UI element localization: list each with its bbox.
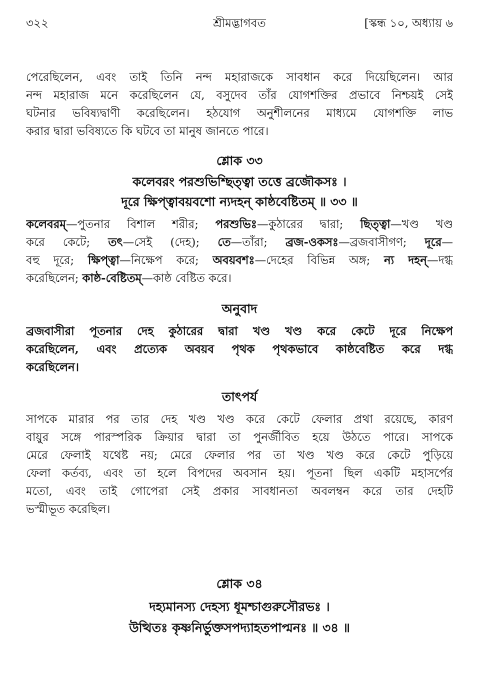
synonym-meaning: —তাঁরা; [230,235,286,249]
synonym-term: ন্য দহন্ [383,253,427,267]
intro-line: করার দ্বারা ভবিষ্যতে কি ঘটবে তা মানুষ জানতে পারে। [26,124,269,138]
synonym-meaning: —পুতনার বিশাল শরীর; [65,217,216,231]
synonym-meaning: করেছিলেন; [26,271,83,285]
purport-paragraph [26,410,453,518]
purport-line: ফেলা কর্তব্য, এবং তা হলে বিপদের অবসান হয়। পূতনা ছিল একটি মহাসর্পের [26,466,453,480]
synonym-meaning: করে কেটে; [26,235,109,249]
synonym-term: তে [217,235,231,249]
purport-line: সাপকে মারার পর তার দেহ খণ্ড খণ্ড করে কেটে ফেলার প্রথা রয়েছে, কারণ [26,412,453,426]
synonym-meaning: বহু দূরে; [26,253,88,267]
synonyms-line [26,215,453,233]
purport-line: মেরে ফেলাই যথেষ্ট নয়; মেরে ফেলার পর তা খণ্ড খণ্ড করে কেটে পুড়িয়ে [26,448,453,462]
verse-33-heading: শ্লোক ৩৩ [216,153,263,168]
synonym-term: কাষ্ঠ-বেষ্টিতম্ [82,271,142,285]
synonym-meaning: — [441,235,453,249]
verse-34-line-2: উত্থিতঃ কৃষ্ণনির্ভুক্তসপদ্যাহতপাপ্মনঃ ॥ ৩৪ ॥ [129,620,350,635]
synonym-term: ছিত্ত্বা [360,217,391,231]
verse-33-line-2: দূরে ক্ষিপ্ত্বাবয়বশো ন্যদহন্ কাষ্ঠবেষ্টিতম্ ॥ ৩৩ ॥ [121,194,358,209]
synonym-meaning: —কাষ্ঠ বেষ্টিত করে। [141,271,232,285]
synonym-meaning: —সেই (দেহ); [122,235,218,249]
page-number: ৩২২ [26,16,49,30]
synonym-term: পরশুভিঃ [215,217,257,231]
purport-line: বায়ুর সঙ্গে পারস্পরিক ক্রিয়ার দ্বারা তা পুনর্জীবিত হয়ে উঠতে পারে। সাপকে [26,430,453,444]
purport-line: মতো, এবং তাই গোপেরা সেই প্রকার সাবধানতা অবলম্বন করে তার দেহটি [26,484,453,498]
synonym-term: তৎ [108,235,123,249]
intro-line: পেরেছিলেন, এবং তাই তিনি নন্দ মহারাজকে সাবধান করে দিয়েছিলেন। আর [26,70,453,84]
running-header [26,14,453,32]
synonyms-line [26,233,453,251]
verse-34-heading: শ্লোক ৩৪ [216,576,263,591]
synonym-term: অবয়বশঃ [212,253,255,267]
verse-33-line-1: কলেবরং পরশুভিশ্ছিত্ত্বা তত্তে ব্রজৌকসঃ । [132,174,347,189]
synonym-term: দূরে [424,235,442,249]
book-title: শ্রীমদ্ভাগবত [213,16,266,30]
verse-34-line-1: দহ্যমানস্য দেহস্য ধূমশ্চাগুরুসৌরভঃ । [149,599,330,614]
synonyms-line [26,269,453,287]
synonyms-paragraph [26,215,453,287]
intro-line: নন্দ মহারাজ মনে করেছিলেন যে, বসুদেব তাঁর যোগশক্তির প্রভাবে নিশ্চয়ই সেই [26,88,453,102]
synonym-term: ব্রজ-ওকসঃ [285,235,339,249]
synonym-meaning: —দেহের বিভিন্ন অঙ্গ; [254,253,384,267]
synonym-term: ক্ষিপ্ত্বা [87,253,120,267]
translation-heading: অনুবাদ [221,301,258,316]
synonym-meaning: —দগ্ধ [426,253,453,267]
intro-line: ঘটনার ভবিষ্যদ্বাণী করেছিলেন। হঠযোগ অনুশীলনের মাধ্যমে যোগশক্তি লাভ [26,106,453,120]
section-label: [স্কন্ধ ১০, অধ্যায় ৬ [364,16,453,30]
synonyms-line [26,251,453,269]
intro-paragraph [26,68,453,140]
synonym-meaning: —খণ্ড খণ্ড [390,217,453,231]
purport-line: ভস্মীভূত করেছিল। [26,502,111,516]
synonym-meaning: —কুঠারের দ্বারা; [256,217,361,231]
synonym-meaning: —নিক্ষেপ করে; [119,253,213,267]
purport-heading: তাৎপর্য [221,389,258,404]
translation-line: করেছিলেন। [26,360,79,374]
synonym-term: কলেবরম্ [26,217,66,231]
translation-paragraph [26,322,453,376]
translation-line: করেছিলেন, এবং প্রত্যেক অবয়ব পৃথক পৃথকভাবে কাষ্ঠবেষ্টিত করে দগ্ধ [26,342,453,356]
synonym-meaning: —ব্রজবাসীগণ; [338,235,425,249]
translation-line: ব্রজবাসীরা পূতনার দেহ কুঠারের দ্বারা খণ্ড খণ্ড করে কেটে দূরে নিক্ষেপ [26,324,453,338]
